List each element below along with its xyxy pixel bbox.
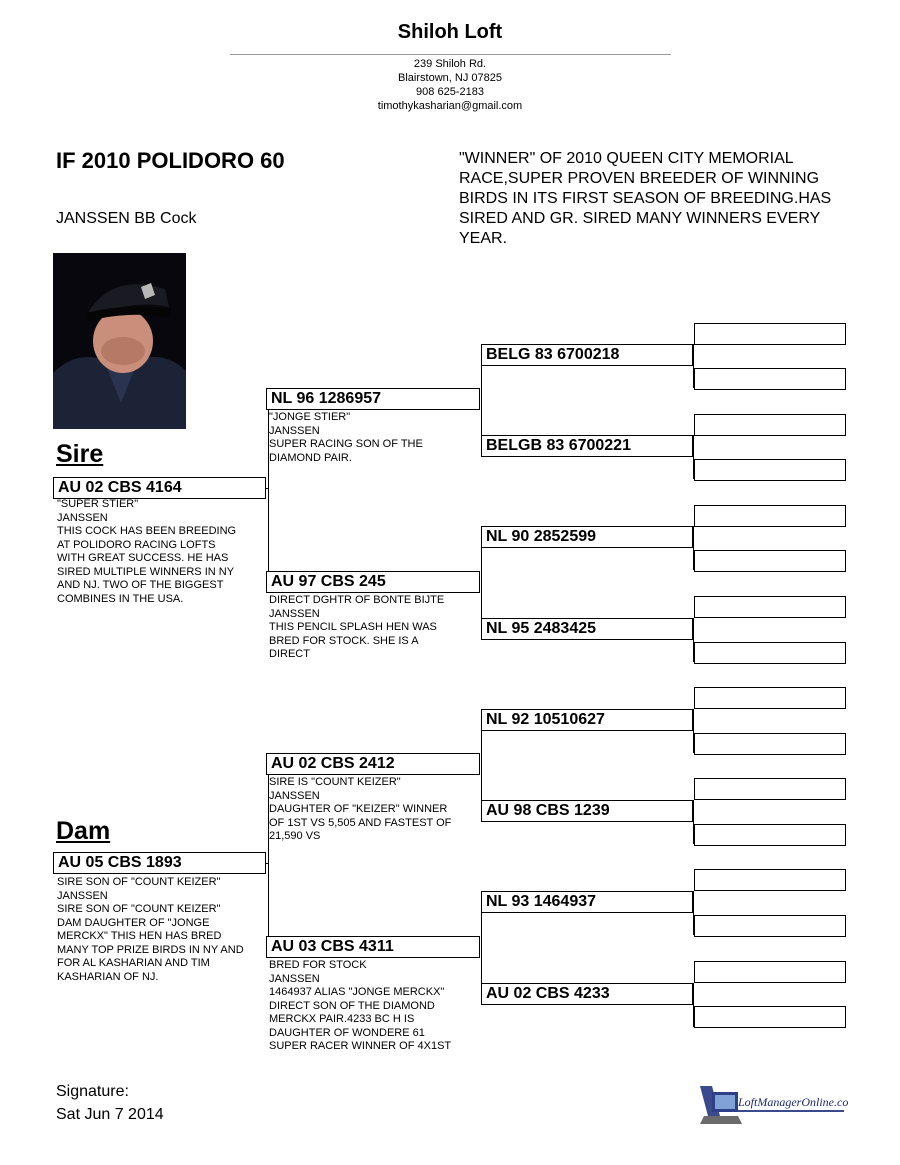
loft-name: Shiloh Loft — [397, 21, 503, 43]
empty-ancestor-box — [694, 733, 846, 755]
dam-band-box: AU 05 CBS 1893 — [53, 852, 266, 874]
empty-ancestor-box — [694, 642, 846, 664]
great-grandparent-band-box: AU 02 CBS 4233 — [481, 983, 693, 1005]
empty-ancestor-box — [694, 550, 846, 572]
sire-heading: Sire — [56, 440, 104, 468]
print-date: Sat Jun 7 2014 — [56, 1106, 164, 1123]
sire-notes: "SUPER STIER" JANSSEN THIS COCK HAS BEEN BREEDING AT POLIDORO RACING LOFTS WITH GREAT SUCCESS. HE HAS SIRED MULTIPLE WINNERS IN NY AND NJ. TWO OF THE BIGGEST COMBINES IN THE USA. — [57, 498, 237, 605]
empty-ancestor-box — [694, 869, 846, 891]
grandparent-band-box: AU 97 CBS 245 — [266, 571, 480, 593]
grandparent-notes: SIRE IS "COUNT KEIZER" JANSSEN DAUGHTER OF "KEIZER" WINNER OF 1ST VS 5,505 AND FASTEST OF 21,590 VS — [269, 776, 452, 842]
bird-description: "WINNER" OF 2010 QUEEN CITY MEMORIAL RACE,SUPER PROVEN BREEDER OF WINNING BIRDS IN ITS FIRST SEASON OF BREEDING.HAS SIRED AND GR. SIRED MANY WINNERS EVERY YEAR. — [459, 150, 832, 247]
grandparent-band-box: AU 02 CBS 2412 — [266, 753, 480, 775]
address-city: Blairstown, NJ 07825 — [398, 72, 502, 84]
great-grandparent-band-box: BELG 83 6700218 — [481, 344, 693, 366]
great-grandparent-band-box: AU 98 CBS 1239 — [481, 800, 693, 822]
empty-ancestor-box — [694, 915, 846, 937]
grandparent-band-box: AU 03 CBS 4311 — [266, 936, 480, 958]
sire-band-box: AU 02 CBS 4164 — [53, 477, 266, 499]
loftmanager-logo — [698, 1082, 848, 1128]
bird-owner-photo — [53, 253, 186, 429]
grandparent-notes: BRED FOR STOCK JANSSEN 1464937 ALIAS "JONGE MERCKX" DIRECT SON OF THE DIAMOND MERCKX PAIR.4233 BC H IS DAUGHTER OF WONDERE 61 SUPER RACER WINNER OF 4X1ST — [269, 959, 452, 1052]
empty-ancestor-box — [694, 368, 846, 390]
empty-ancestor-box — [694, 323, 846, 345]
address-email: timothykasharian@gmail.com — [377, 100, 523, 112]
empty-ancestor-box — [694, 459, 846, 481]
header-divider — [230, 54, 671, 55]
dam-notes: SIRE SON OF "COUNT KEIZER" JANSSEN SIRE SON OF "COUNT KEIZER" DAM DAUGHTER OF "JONGE MERCKX" THIS HEN HAS BRED MANY TOP PRIZE BIRDS IN NY AND FOR AL KASHARIAN AND TIM KASHARIAN OF NJ. — [57, 876, 244, 983]
great-grandparent-band-box: NL 93 1464937 — [481, 891, 693, 913]
empty-ancestor-box — [694, 596, 846, 618]
great-grandparent-band-box: NL 90 2852599 — [481, 526, 693, 548]
empty-ancestor-box — [694, 961, 846, 983]
grandparent-notes: DIRECT DGHTR OF BONTE BIJTE JANSSEN THIS PENCIL SPLASH HEN WAS BRED FOR STOCK. SHE IS A DIRECT — [269, 594, 445, 660]
address-phone: 908 625-2183 — [416, 86, 484, 98]
great-grandparent-band-box: BELGB 83 6700221 — [481, 435, 693, 457]
bird-subtitle: JANSSEN BB Cock — [56, 210, 197, 227]
grandparent-band-box: NL 96 1286957 — [266, 388, 480, 410]
grandparent-notes: "JONGE STIER" JANSSEN SUPER RACING SON OF THE DIAMOND PAIR. — [269, 411, 423, 464]
empty-ancestor-box — [694, 414, 846, 436]
great-grandparent-band-box: NL 92 10510627 — [481, 709, 693, 731]
empty-ancestor-box — [694, 505, 846, 527]
great-grandparent-band-box: NL 95 2483425 — [481, 618, 693, 640]
empty-ancestor-box — [694, 824, 846, 846]
dam-heading: Dam — [56, 817, 111, 845]
empty-ancestor-box — [694, 687, 846, 709]
empty-ancestor-box — [694, 1006, 846, 1028]
svg-text:LoftManagerOnline.com: LoftManagerOnline.com — [738, 1095, 848, 1109]
empty-ancestor-box — [694, 778, 846, 800]
signature-label: Signature: — [56, 1083, 129, 1100]
bird-title: IF 2010 POLIDORO 60 — [56, 148, 285, 173]
address-street: 239 Shiloh Rd. — [413, 58, 487, 70]
